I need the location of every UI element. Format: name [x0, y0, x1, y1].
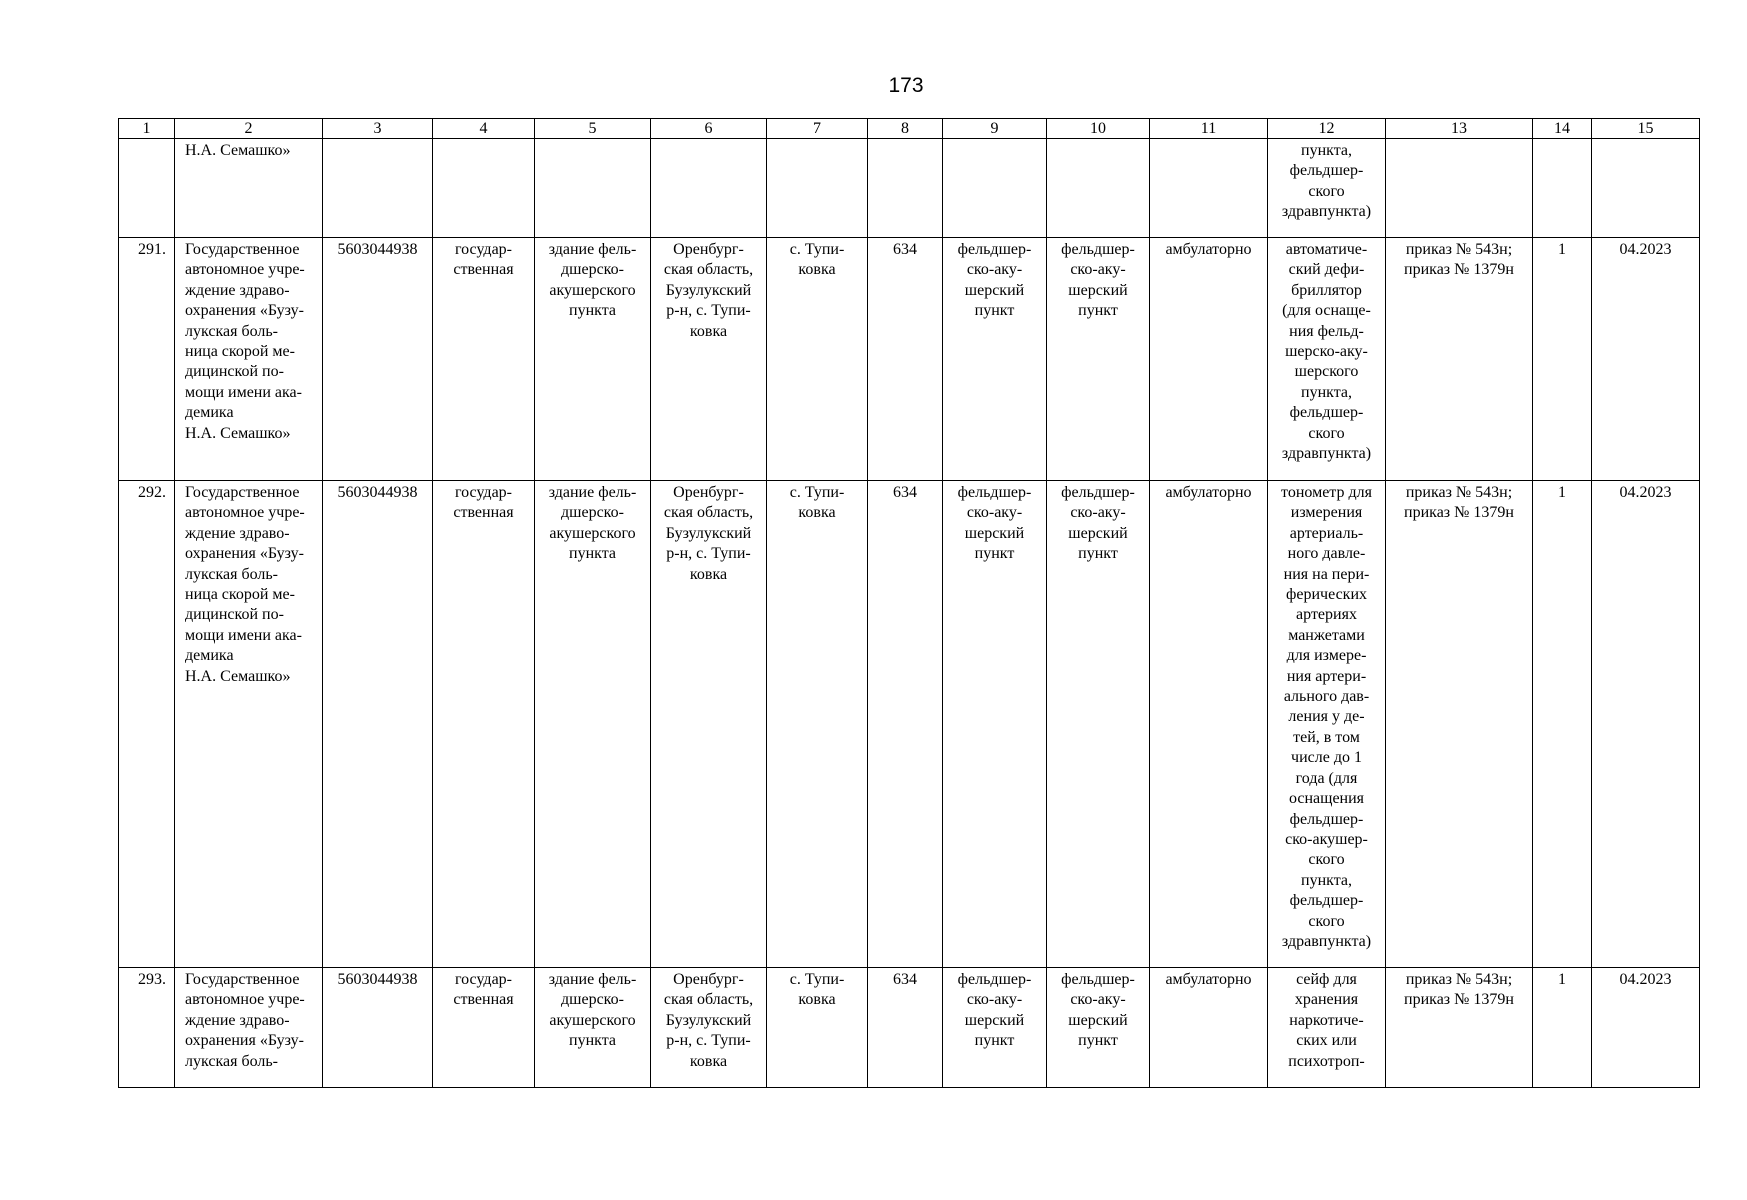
table-cell-col-2: Государственное автономное учре- ждение здраво- охранения «Бузу- лукская боль- ница скорой ме- дицинской по- мощи имени ака- демика Н.А. Семашко»	[175, 481, 323, 968]
table-cell-col-3	[323, 139, 433, 238]
table-cell-col-7: с. Тупи- ковка	[767, 481, 868, 968]
registry-table	[118, 118, 1700, 1088]
table-cell-col-10: фельдшер- ско-аку- шерский пункт	[1047, 481, 1150, 968]
column-header-12: 12	[1268, 119, 1386, 139]
column-header-6: 6	[651, 119, 767, 139]
table-cell-col-4	[433, 139, 535, 238]
column-header-13: 13	[1386, 119, 1533, 139]
table-cell-col-3: 5603044938	[323, 481, 433, 968]
table-cell-col-10: фельдшер- ско-аку- шерский пункт	[1047, 968, 1150, 1088]
column-header-15: 15	[1592, 119, 1700, 139]
table-cell-col-11: амбулаторно	[1150, 238, 1268, 481]
page-number: 173	[888, 74, 924, 97]
table-cell-col-3: 5603044938	[323, 238, 433, 481]
table-cell-col-14: 1	[1533, 238, 1592, 481]
table-cell-col-5: здание фель- дшерско- акушерского пункта	[535, 968, 651, 1088]
table-cell-col-11	[1150, 139, 1268, 238]
column-header-5: 5	[535, 119, 651, 139]
table-cell-col-9	[943, 139, 1047, 238]
table-cell-col-10	[1047, 139, 1150, 238]
table-cell-col-6: Оренбург- ская область, Бузулукский р-н, с. Тупи- ковка	[651, 238, 767, 481]
table-cell-col-8: 634	[868, 481, 943, 968]
table-cell-col-12: автоматиче- ский дефи- бриллятор (для оснаще- ния фельд- шерско-аку- шерского пункта, фельдшер- ского здравпункта)	[1268, 238, 1386, 481]
table-row	[119, 139, 1700, 238]
table-cell-col-14: 1	[1533, 968, 1592, 1088]
table-cell-col-5: здание фель- дшерско- акушерского пункта	[535, 481, 651, 968]
table-cell-col-8: 634	[868, 238, 943, 481]
table-cell-col-5	[535, 139, 651, 238]
table-cell-col-10: фельдшер- ско-аку- шерский пункт	[1047, 238, 1150, 481]
table-cell-col-13	[1386, 139, 1533, 238]
table-cell-col-11: амбулаторно	[1150, 968, 1268, 1088]
table-cell-col-13: приказ № 543н; приказ № 1379н	[1386, 968, 1533, 1088]
table-cell-col-13: приказ № 543н; приказ № 1379н	[1386, 238, 1533, 481]
column-header-11: 11	[1150, 119, 1268, 139]
table-cell-col-2: Н.А. Семашко»	[175, 139, 323, 238]
table-cell-col-7	[767, 139, 868, 238]
table-cell-col-12: пункта, фельдшер- ского здравпункта)	[1268, 139, 1386, 238]
table-cell-col-4: государ- ственная	[433, 968, 535, 1088]
table-cell-col-1	[119, 139, 175, 238]
table-cell-col-8	[868, 139, 943, 238]
column-header-2: 2	[175, 119, 323, 139]
table-row	[119, 238, 1700, 481]
table-cell-col-6: Оренбург- ская область, Бузулукский р-н, с. Тупи- ковка	[651, 481, 767, 968]
table-row	[119, 481, 1700, 968]
table-cell-col-1: 293.	[119, 968, 175, 1088]
table-cell-col-2: Государственное автономное учре- ждение здраво- охранения «Бузу- лукская боль-	[175, 968, 323, 1088]
table-cell-col-15	[1592, 139, 1700, 238]
table-cell-col-4: государ- ственная	[433, 481, 535, 968]
table-cell-col-9: фельдшер- ско-аку- шерский пункт	[943, 481, 1047, 968]
table-cell-col-12: сейф для хранения наркотиче- ских или психотроп-	[1268, 968, 1386, 1088]
table-cell-col-3: 5603044938	[323, 968, 433, 1088]
table-cell-col-6: Оренбург- ская область, Бузулукский р-н, с. Тупи- ковка	[651, 968, 767, 1088]
column-header-9: 9	[943, 119, 1047, 139]
column-header-10: 10	[1047, 119, 1150, 139]
table-cell-col-9: фельдшер- ско-аку- шерский пункт	[943, 238, 1047, 481]
table-cell-col-13: приказ № 543н; приказ № 1379н	[1386, 481, 1533, 968]
column-header-8: 8	[868, 119, 943, 139]
column-header-1: 1	[119, 119, 175, 139]
table-cell-col-7: с. Тупи- ковка	[767, 968, 868, 1088]
table-cell-col-15: 04.2023	[1592, 238, 1700, 481]
table-cell-col-1: 292.	[119, 481, 175, 968]
column-header-7: 7	[767, 119, 868, 139]
column-header-3: 3	[323, 119, 433, 139]
table-header-row	[119, 119, 1700, 139]
column-header-14: 14	[1533, 119, 1592, 139]
table-cell-col-15: 04.2023	[1592, 968, 1700, 1088]
table-cell-col-14	[1533, 139, 1592, 238]
table-cell-col-11: амбулаторно	[1150, 481, 1268, 968]
table-cell-col-5: здание фель- дшерско- акушерского пункта	[535, 238, 651, 481]
table-cell-col-2: Государственное автономное учре- ждение здраво- охранения «Бузу- лукская боль- ница скорой ме- дицинской по- мощи имени ака- демика Н.А. Семашко»	[175, 238, 323, 481]
table-cell-col-9: фельдшер- ско-аку- шерский пункт	[943, 968, 1047, 1088]
table-cell-col-1: 291.	[119, 238, 175, 481]
column-header-4: 4	[433, 119, 535, 139]
table-cell-col-6	[651, 139, 767, 238]
table-cell-col-4: государ- ственная	[433, 238, 535, 481]
table-row	[119, 968, 1700, 1088]
table-cell-col-8: 634	[868, 968, 943, 1088]
table-cell-col-14: 1	[1533, 481, 1592, 968]
table-cell-col-12: тонометр для измерения артериаль- ного давле- ния на пери- ферических артериях манжетами для измере- ния артери- ального дав- ления у де- тей, в том числе до 1 года (для оснащения фельдшер- ско-акушер- ского пункта, фельдшер- ского здравпункта)	[1268, 481, 1386, 968]
table-cell-col-15: 04.2023	[1592, 481, 1700, 968]
table-cell-col-7: с. Тупи- ковка	[767, 238, 868, 481]
